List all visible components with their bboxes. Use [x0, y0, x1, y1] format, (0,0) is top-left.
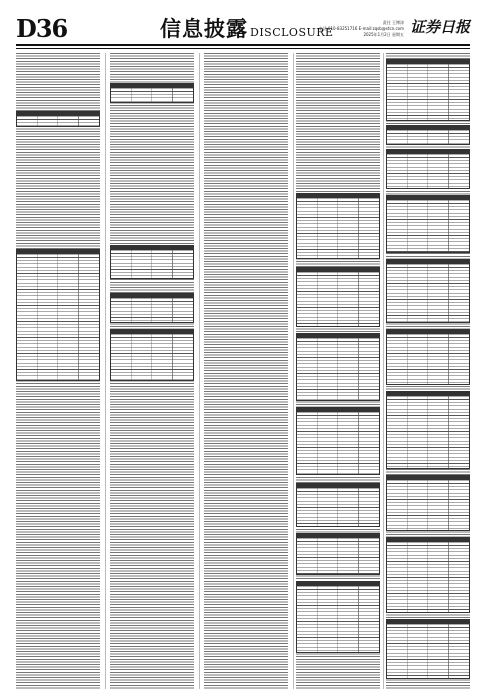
data-table [386, 195, 470, 253]
column-divider [199, 53, 200, 689]
data-table [296, 333, 380, 401]
data-table [296, 267, 380, 327]
data-table [386, 537, 470, 613]
data-table [110, 329, 194, 381]
column-4 [296, 53, 380, 689]
header-rule-thin [16, 48, 470, 49]
column-divider [383, 53, 384, 689]
column-3 [204, 53, 288, 689]
data-table [386, 391, 470, 469]
data-table [386, 125, 470, 145]
section-title-en: DISCLOSURE [250, 26, 334, 39]
data-table [296, 581, 380, 653]
contact-line: 电话 010-83251716 E-mail:zqsb@stcn.com [318, 26, 404, 31]
section-title [160, 14, 334, 48]
data-table [16, 249, 100, 381]
data-table [296, 193, 380, 259]
date-line: 2025年1月2日 星期五 [363, 32, 404, 37]
newspaper-logo: 证券日报 [409, 18, 470, 36]
column-2 [110, 53, 194, 689]
header-rule-thick [16, 44, 470, 46]
data-table [110, 293, 194, 323]
data-table [110, 245, 194, 279]
column-1 [16, 53, 100, 689]
section-title-cn: 信息披露 [160, 16, 248, 41]
data-table [16, 111, 100, 127]
text-block [204, 53, 288, 689]
column-divider [105, 53, 106, 689]
page-number: D36 [16, 14, 68, 43]
data-table [386, 329, 470, 385]
editor-line: 责任 王博涛 [382, 20, 404, 25]
page-body [16, 53, 470, 689]
editor-info [319, 20, 404, 38]
data-table [110, 83, 194, 103]
masthead [16, 14, 470, 44]
column-5 [386, 53, 470, 689]
data-table [296, 483, 380, 527]
data-table [296, 533, 380, 575]
data-table [386, 475, 470, 531]
data-table [386, 619, 470, 679]
data-table [386, 149, 470, 189]
column-divider [293, 53, 294, 689]
data-table [386, 259, 470, 323]
data-table [386, 59, 470, 121]
data-table [296, 407, 380, 475]
